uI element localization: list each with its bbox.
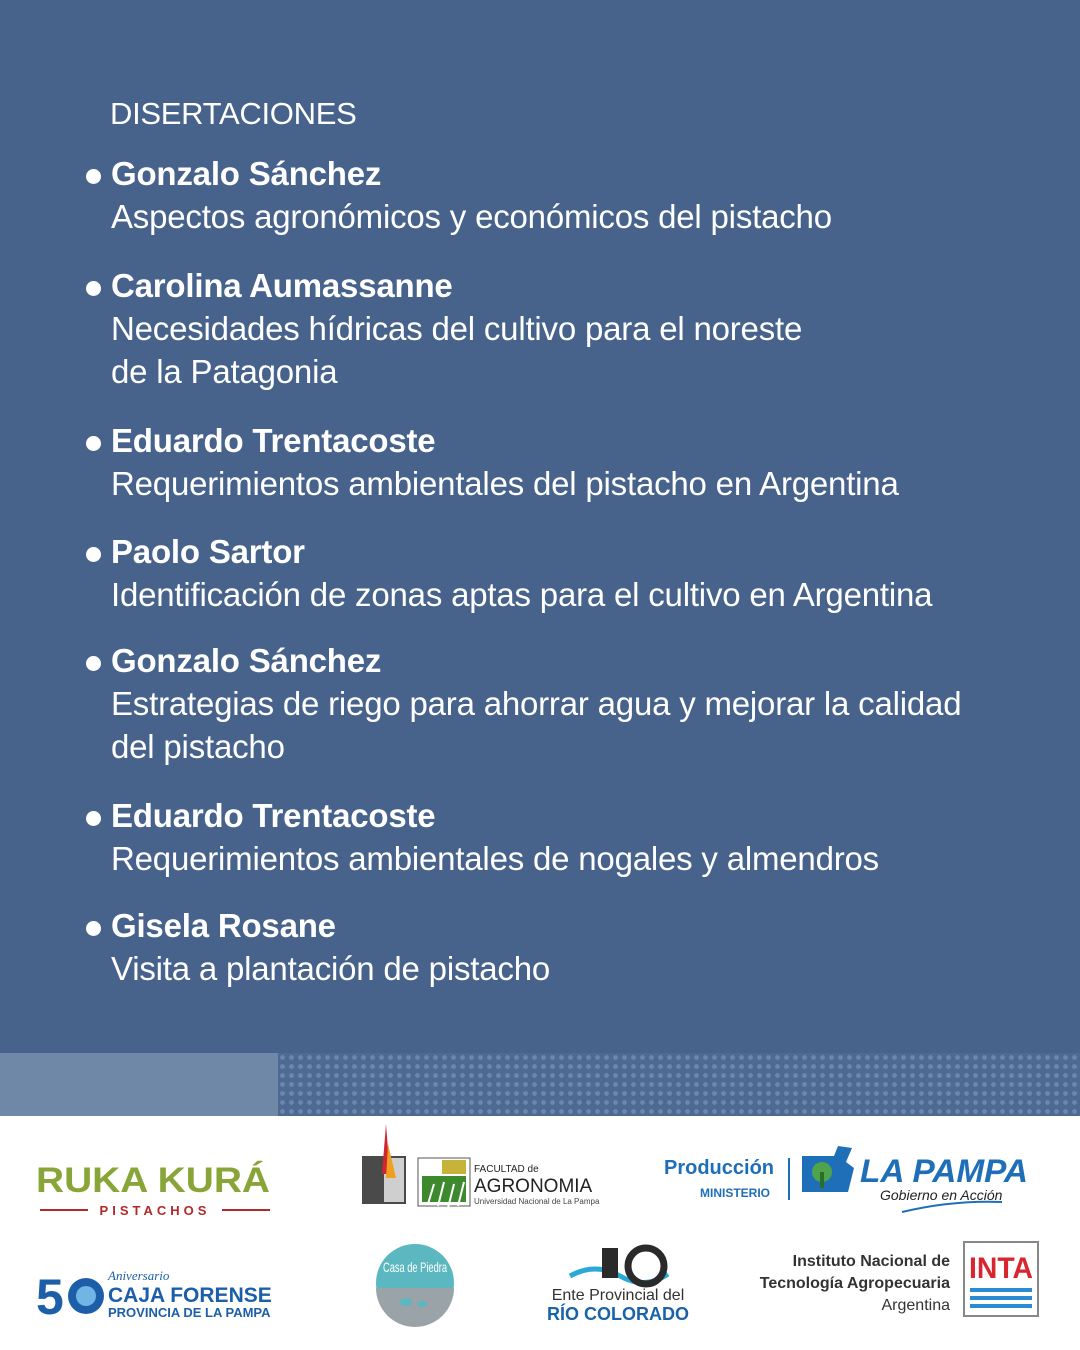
talk-speaker: Gisela Rosane bbox=[84, 904, 1044, 947]
svg-text:Aniversario: Aniversario bbox=[108, 1268, 170, 1283]
talk-speaker: Eduardo Trentacoste bbox=[84, 794, 1044, 837]
talk-item bbox=[84, 904, 1044, 990]
talk-speaker: Carolina Aumassanne bbox=[84, 264, 1044, 307]
svg-text:5: 5 bbox=[36, 1269, 64, 1325]
page-title: DISERTACIONES bbox=[110, 96, 357, 131]
talk-item bbox=[84, 530, 1044, 616]
svg-text:LA PAMPA: LA PAMPA bbox=[860, 1153, 1028, 1189]
svg-text:FACULTAD de: FACULTAD de bbox=[474, 1164, 539, 1175]
la-pampa-logo bbox=[662, 1142, 1034, 1218]
agronomia-mark bbox=[360, 1124, 620, 1216]
svg-text:Argentina: Argentina bbox=[881, 1297, 950, 1314]
svg-text:Instituto Nacional de: Instituto Nacional de bbox=[792, 1253, 950, 1270]
svg-text:Ente Provincial del: Ente Provincial del bbox=[551, 1287, 685, 1304]
talk-title: Aspectos agronómicos y económicos del pistacho bbox=[111, 198, 832, 235]
talk-speaker: Eduardo Trentacoste bbox=[84, 419, 1044, 462]
svg-text:PISTACHOS: PISTACHOS bbox=[99, 1203, 211, 1218]
talk-speaker: Gonzalo Sánchez bbox=[84, 639, 1044, 682]
svg-text:Gobierno en Acción: Gobierno en Acción bbox=[880, 1187, 1003, 1203]
caja-forense-logo bbox=[36, 1264, 286, 1324]
svg-text:Universidad Nacional de La Pam: Universidad Nacional de La Pampa bbox=[474, 1197, 600, 1206]
svg-text:MINISTERIO: MINISTERIO bbox=[700, 1186, 771, 1200]
svg-text:Tecnología Agropecuaria: Tecnología Agropecuaria bbox=[759, 1275, 950, 1292]
ruka-kura-logo bbox=[36, 1154, 276, 1224]
caja-forense-mark bbox=[36, 1264, 286, 1324]
talk-title: Estrategias de riego para ahorrar agua y mejorar la calidad bbox=[111, 685, 962, 722]
inta-mark bbox=[738, 1242, 1042, 1318]
svg-text:PROVINCIA DE LA PAMPA: PROVINCIA DE LA PAMPA bbox=[108, 1305, 271, 1320]
decorative-band-solid bbox=[0, 1053, 278, 1116]
talk-speaker: Gonzalo Sánchez bbox=[84, 152, 1044, 195]
talk-speaker: Paolo Sartor bbox=[84, 530, 1044, 573]
ruka-kura-mark bbox=[36, 1154, 276, 1224]
talk-item bbox=[84, 264, 1044, 393]
talk-item bbox=[84, 152, 1044, 238]
decorative-band-dotted bbox=[278, 1053, 1080, 1116]
svg-text:AGRONOMIA: AGRONOMIA bbox=[474, 1176, 593, 1197]
ente-mark bbox=[540, 1244, 700, 1326]
talk-title-cont: del pistacho bbox=[111, 728, 285, 765]
talk-item bbox=[84, 419, 1044, 505]
casa-de-piedra-mark bbox=[374, 1242, 456, 1324]
sponsors-footer bbox=[0, 1116, 1080, 1350]
talk-title-cont: de la Patagonia bbox=[111, 353, 338, 390]
talk-item bbox=[84, 794, 1044, 880]
talk-item bbox=[84, 639, 1044, 768]
la-pampa-mark bbox=[662, 1142, 1034, 1218]
ente-rio-colorado-logo bbox=[540, 1244, 700, 1326]
svg-text:Producción: Producción bbox=[664, 1157, 775, 1179]
talk-title: Requerimientos ambientales del pistacho en Argentina bbox=[111, 465, 899, 502]
svg-text:Casa de Piedra: Casa de Piedra bbox=[383, 1259, 448, 1275]
svg-text:RUKA KURÁ: RUKA KURÁ bbox=[36, 1161, 247, 1200]
talk-title: Identificación de zonas aptas para el cultivo en Argentina bbox=[111, 576, 933, 613]
talk-title: Requerimientos ambientales de nogales y almendros bbox=[111, 840, 879, 877]
talk-title: Visita a plantación de pistacho bbox=[111, 950, 550, 987]
svg-text:CAJA FORENSE: CAJA FORENSE bbox=[108, 1284, 272, 1307]
svg-text:RÍO COLORADO: RÍO COLORADO bbox=[547, 1304, 689, 1324]
talk-title: Necesidades hídricas del cultivo para el noreste bbox=[111, 310, 803, 347]
inta-logo bbox=[738, 1242, 1042, 1318]
svg-text:INTA: INTA bbox=[969, 1252, 1033, 1285]
agronomia-logo bbox=[360, 1124, 620, 1216]
casa-de-piedra-logo bbox=[374, 1242, 456, 1324]
